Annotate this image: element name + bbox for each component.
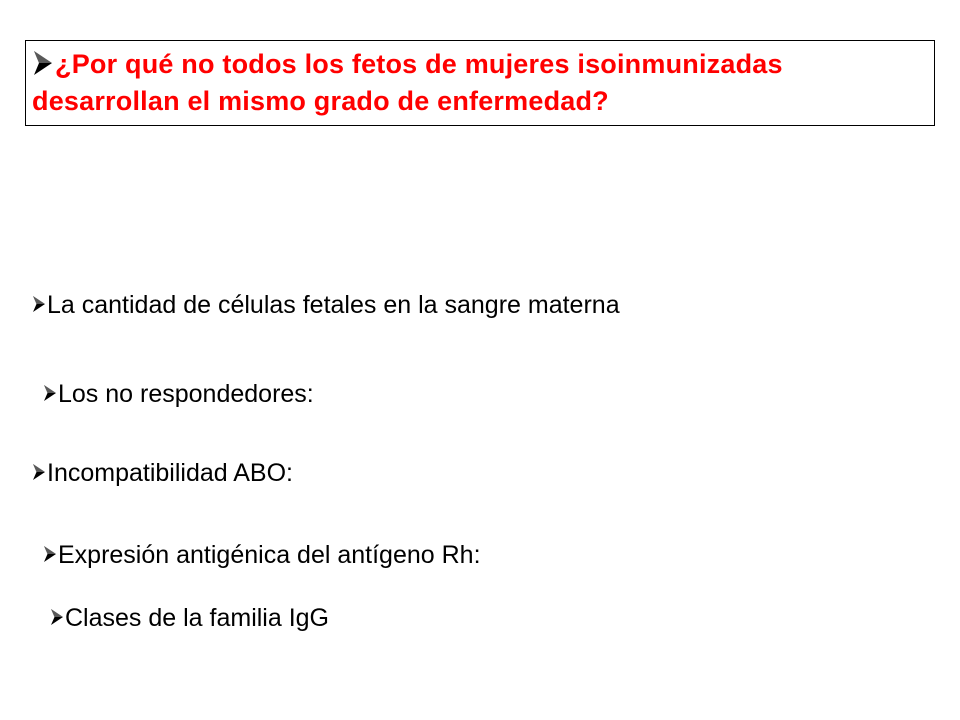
arrow-right-icon [43,545,57,563]
bullet-text: Incompatibilidad ABO: [47,459,293,487]
bullet-item [50,603,329,633]
arrow-right-icon [32,463,46,481]
bullet-text: Los no respondedores: [58,380,314,408]
bullet-text: Clases de la familia IgG [65,604,330,632]
slide-title [32,46,927,120]
arrow-right-icon [32,295,46,313]
title-box [25,40,935,126]
bullet-text: La cantidad de células fetales en la sangre materna [47,291,620,319]
bullet-item [43,540,481,570]
bullet-item [43,379,314,409]
slide-title-text: ¿Por qué no todos los fetos de mujeres isoinmunizadas desarrollan el mismo grado de enfermedad? [32,49,783,116]
bullet-item [32,458,293,488]
arrow-right-icon [32,50,54,76]
bullet-item [32,290,620,320]
arrow-right-icon [43,384,57,402]
arrow-right-icon [50,608,64,626]
bullet-text: Expresión antigénica del antígeno Rh: [58,541,481,569]
